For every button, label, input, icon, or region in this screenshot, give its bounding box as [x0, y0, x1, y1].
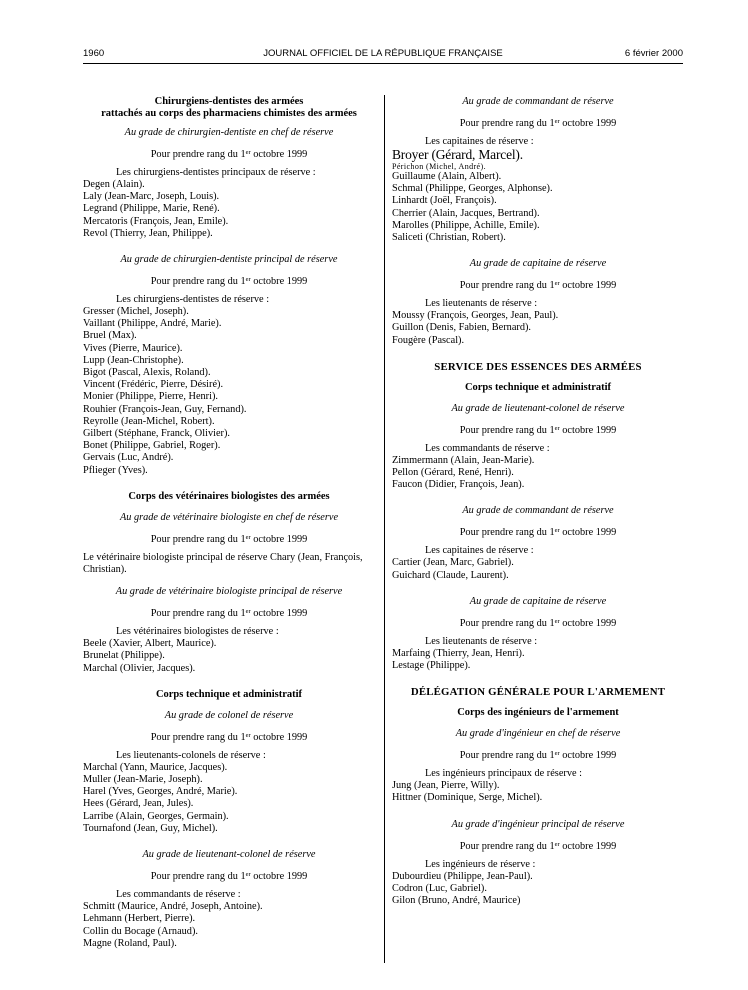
- ordinal-suffix: er: [245, 533, 251, 541]
- spacer: [392, 108, 684, 118]
- spacer: [83, 120, 375, 127]
- list-label: Les lieutenants-colonels de réserve :: [116, 749, 266, 761]
- name-entry: Guillon (Denis, Fabien, Bernard).: [392, 322, 531, 334]
- spacer: [392, 698, 684, 707]
- spacer: [83, 240, 375, 254]
- ordinal-suffix: er: [554, 118, 560, 125]
- rank-text: Pour prendre rang du 1: [459, 280, 555, 292]
- name-entry: Collin du Bocage (Arnaud).: [83, 925, 198, 937]
- name-entry: Laly (Jean-Marc, Joseph, Louis).: [83, 191, 220, 203]
- grade-heading: Au grade de chirurgien-dentiste en chef de réserve: [124, 127, 334, 138]
- rank-date: octobre 1999: [559, 280, 617, 292]
- name-entry: Vaillant (Philippe, André, Marie).: [83, 318, 222, 330]
- spacer: [392, 491, 684, 505]
- ordinal-suffix: er: [245, 149, 251, 156]
- ordinal-suffix: er: [245, 276, 251, 284]
- spacer: [392, 831, 684, 841]
- name-entry: Broyer (Gérard, Marcel).: [392, 147, 523, 162]
- rank-date-line: [392, 118, 684, 130]
- header-rule: [83, 63, 683, 64]
- name-entry: Hittner (Dominique, Serge, Michel).: [392, 792, 543, 804]
- grade-heading: Au grade d'ingénieur principal de réserve: [451, 818, 625, 830]
- spacer: [392, 719, 684, 728]
- spacer: [83, 576, 375, 586]
- name-entry: Schmal (Philippe, Georges, Alphonse).: [392, 183, 553, 195]
- rank-date: octobre 1999: [250, 871, 308, 883]
- section-title: Chirurgiens-dentistes des armées: [154, 96, 304, 107]
- grade-heading: Au grade de chirurgien-dentiste principal de réserve: [120, 254, 338, 266]
- rank-text: Pour prendre rang du 1: [459, 840, 555, 852]
- rank-date-line: [392, 280, 684, 292]
- service-heading: SERVICE DES ESSENCES DES ARMÉES: [434, 360, 642, 373]
- spacer: [392, 373, 684, 382]
- section-subtitle: Corps des ingénieurs de l'armement: [457, 707, 619, 719]
- rank-date-line: [83, 276, 375, 288]
- name-entry: Saliceti (Christian, Robert).: [392, 232, 506, 244]
- name-entry: Marolles (Philippe, Achille, Emile).: [392, 219, 540, 231]
- section-subtitle: Corps technique et administratif: [155, 688, 303, 700]
- name-entry: Schmitt (Maurice, André, Joseph, Antoine).: [83, 901, 263, 913]
- list-label: Les lieutenants de réserve :: [425, 635, 538, 647]
- spacer: [83, 701, 375, 710]
- page-number: 1960: [83, 48, 105, 59]
- spacer: [392, 244, 684, 258]
- name-entry: Lupp (Jean-Christophe).: [83, 354, 184, 366]
- grade-heading: Au grade de vétérinaire biologiste principal de réserve: [115, 586, 343, 598]
- left-column: [83, 96, 375, 950]
- name-entry: Pellon (Gérard, René, Henri).: [392, 467, 514, 479]
- ordinal-suffix: er: [554, 424, 560, 432]
- grade-heading: Au grade de vétérinaire biologiste en chef de réserve: [119, 511, 339, 523]
- name-entry: Codron (Luc, Gabriel).: [392, 882, 487, 894]
- name-entry: Gilon (Bruno, André, Maurice): [392, 895, 521, 907]
- name-entry: Tournafond (Jean, Guy, Michel).: [83, 822, 218, 834]
- rank-date: octobre 1999: [250, 608, 308, 620]
- rank-text: Pour prendre rang du 1: [459, 527, 555, 539]
- name-entry: Harel (Yves, Georges, André, Marie).: [83, 786, 238, 798]
- list-label: Les chirurgiens-dentistes de réserve :: [116, 294, 270, 306]
- list-label: Les lieutenants de réserve :: [425, 298, 538, 310]
- name-entry: Faucon (Didier, François, Jean).: [392, 479, 525, 491]
- grade-heading: Au grade de colonel de réserve: [164, 709, 294, 721]
- ordinal-suffix: er: [554, 617, 560, 625]
- rank-date: octobre 1999: [559, 617, 617, 629]
- name-entry: Lehmann (Herbert, Pierre).: [83, 913, 196, 925]
- section-subtitle: Corps technique et administratif: [464, 381, 612, 393]
- name-entry: Reyrolle (Jean-Michel, Robert).: [83, 415, 215, 427]
- rank-date: octobre 1999: [559, 118, 617, 129]
- ordinal-suffix: er: [554, 750, 560, 758]
- name-entry: Vives (Pierre, Maurice).: [83, 342, 183, 354]
- rank-text: Pour prendre rang du 1: [150, 276, 246, 288]
- journal-title: JOURNAL OFFICIEL DE LA RÉPUBLIQUE FRANÇAISE: [263, 48, 503, 59]
- name-entry: Mercatoris (François, Jean, Emile).: [83, 215, 229, 227]
- name-entry: Legrand (Philippe, Marie, René).: [83, 203, 220, 215]
- name-entry: Gilbert (Stéphane, Franck, Olivier).: [83, 428, 230, 440]
- rank-date-line: [83, 608, 375, 620]
- rank-date: octobre 1999: [250, 276, 308, 288]
- name-entry: Muller (Jean-Marie, Joseph).: [83, 774, 203, 786]
- name-entry: Rouhier (François-Jean, Guy, Fernand).: [83, 403, 247, 415]
- name-entry: Revol (Thierry, Jean, Philippe).: [83, 227, 213, 239]
- rank-text: Pour prendre rang du 1: [459, 617, 555, 629]
- name-entry: Pflieger (Yves).: [83, 464, 148, 476]
- name-entry: Jung (Jean, Pierre, Willy).: [392, 780, 500, 792]
- spacer: [83, 835, 375, 849]
- name-entry: Hees (Gérard, Jean, Jules).: [83, 798, 194, 810]
- grade-heading: Au grade d'ingénieur en chef de réserve: [455, 728, 621, 740]
- spacer: [392, 672, 684, 686]
- list-label: Les capitaines de réserve :: [425, 136, 534, 147]
- list-label: Les ingénieurs de réserve :: [425, 858, 536, 870]
- name-entry: Moussy (François, Georges, Jean, Paul).: [392, 310, 559, 322]
- name-entry: Lestage (Philippe).: [392, 660, 471, 672]
- grade-heading: Au grade de commandant de réserve: [462, 96, 614, 107]
- spacer: [392, 517, 684, 527]
- name-entry: Larribe (Alain, Georges, Germain).: [83, 810, 229, 822]
- section-title: rattachés au corps des pharmaciens chimistes des armées: [101, 108, 357, 119]
- list-label: Les vétérinaires biologistes de réserve :: [116, 626, 279, 638]
- rank-date: octobre 1999: [250, 533, 308, 545]
- name-entry: Zimmermann (Alain, Jean-Marie).: [392, 454, 535, 466]
- name-entry: Linhardt (Joël, François).: [392, 195, 497, 207]
- ordinal-suffix: er: [245, 608, 251, 616]
- spacer: [83, 722, 375, 732]
- rank-date-line: [83, 732, 375, 744]
- grade-heading: Au grade de commandant de réserve: [462, 505, 614, 517]
- rank-date-line: [83, 149, 375, 161]
- name-entry: Gresser (Michel, Joseph).: [83, 306, 189, 318]
- rank-text: Pour prendre rang du 1: [150, 731, 246, 743]
- rank-date-line: [392, 527, 684, 539]
- ordinal-suffix: er: [554, 840, 560, 848]
- list-label: Les commandants de réserve :: [425, 442, 550, 454]
- name-entry: Marchal (Olivier, Jacques).: [83, 662, 196, 674]
- rank-date-line: [83, 871, 375, 883]
- spacer: [83, 477, 375, 491]
- name-entry: Marchal (Yann, Maurice, Jacques).: [83, 761, 228, 773]
- issue-date: 6 février 2000: [624, 48, 683, 59]
- section-subtitle: Corps des vétérinaires biologistes des armées: [128, 490, 330, 502]
- rank-text: Pour prendre rang du 1: [150, 149, 246, 160]
- name-entry: Monier (Philippe, Pierre, Henri).: [83, 391, 218, 403]
- spacer: [392, 270, 684, 280]
- name-entry: Beele (Xavier, Albert, Maurice).: [83, 638, 217, 650]
- spacer: [83, 524, 375, 534]
- rank-date: octobre 1999: [559, 750, 617, 762]
- spacer: [83, 266, 375, 276]
- rank-text: Pour prendre rang du 1: [150, 533, 246, 545]
- rank-date: octobre 1999: [559, 527, 617, 539]
- spacer: [392, 394, 684, 403]
- spacer: [392, 582, 684, 596]
- list-label: Les commandants de réserve :: [116, 889, 241, 901]
- rank-date-line: [392, 841, 684, 853]
- rank-text: Pour prendre rang du 1: [459, 424, 555, 436]
- name-entry: Bonet (Philippe, Gabriel, Roger).: [83, 440, 221, 452]
- spacer: [83, 675, 375, 689]
- spacer: [83, 598, 375, 608]
- rank-text: Pour prendre rang du 1: [150, 871, 246, 883]
- rank-date-line: [392, 750, 684, 762]
- rank-text: Pour prendre rang du 1: [459, 118, 555, 129]
- name-entry: Dubourdieu (Philippe, Jean-Paul).: [392, 870, 533, 882]
- name-entry: Bruel (Max).: [83, 330, 137, 342]
- rank-date: octobre 1999: [559, 424, 617, 436]
- list-label: Les ingénieurs principaux de réserve :: [425, 768, 582, 780]
- ordinal-suffix: er: [245, 871, 251, 879]
- name-entry: Magne (Roland, Paul).: [83, 937, 177, 949]
- rank-date-line: [392, 425, 684, 437]
- name-entry: Brunelat (Philippe).: [83, 650, 165, 662]
- name-entry: Cherrier (Alain, Jacques, Bertrand).: [392, 207, 540, 219]
- grade-heading: Au grade de capitaine de réserve: [469, 258, 607, 270]
- rank-date-line: [83, 534, 375, 546]
- page-header: [83, 48, 683, 62]
- ordinal-suffix: er: [554, 280, 560, 288]
- ordinal-suffix: er: [554, 527, 560, 535]
- spacer: [83, 861, 375, 871]
- right-column: [392, 96, 684, 907]
- rank-date-line: [392, 618, 684, 630]
- spacer: [392, 608, 684, 618]
- name-entry: Vincent (Frédéric, Pierre, Désiré).: [83, 379, 224, 391]
- grade-heading: Au grade de lieutenant-colonel de réserve: [451, 402, 625, 414]
- name-entry: Gervais (Luc, André).: [83, 452, 174, 464]
- rank-text: Pour prendre rang du 1: [459, 750, 555, 762]
- list-label: Les chirurgiens-dentistes principaux de réserve :: [116, 167, 316, 178]
- spacer: [83, 503, 375, 512]
- name-entry: Marfaing (Thierry, Jean, Henri).: [392, 647, 525, 659]
- name-entry: Cartier (Jean, Marc, Gabriel).: [392, 557, 514, 569]
- grade-heading: Au grade de capitaine de réserve: [469, 595, 607, 607]
- name-entry: Guichard (Claude, Laurent).: [392, 569, 509, 581]
- spacer: [392, 805, 684, 819]
- rank-date: octobre 1999: [250, 149, 308, 160]
- column-divider: [384, 95, 385, 963]
- name-entry: Degen (Alain).: [83, 179, 145, 190]
- spacer: [83, 139, 375, 149]
- service-heading: DÉLÉGATION GÉNÉRALE POUR L'ARMEMENT: [410, 686, 666, 699]
- rank-text: Pour prendre rang du 1: [150, 608, 246, 620]
- name-entry: Bigot (Pascal, Alexis, Roland).: [83, 367, 211, 379]
- list-label: Les capitaines de réserve :: [425, 545, 534, 557]
- ordinal-suffix: er: [245, 731, 251, 739]
- name-entry: Périchon (Michel, André).: [392, 162, 486, 171]
- rank-date: octobre 1999: [559, 840, 617, 852]
- rank-date: octobre 1999: [250, 731, 308, 743]
- name-entry: Guillaume (Alain, Albert).: [392, 171, 502, 182]
- spacer: [392, 415, 684, 425]
- paragraph: Le vétérinaire biologiste principal de réserve Chary (Jean, François, Christian).: [83, 551, 363, 576]
- spacer: [392, 740, 684, 750]
- name-entry: Fougère (Pascal).: [392, 334, 465, 346]
- spacer: [392, 347, 684, 361]
- grade-heading: Au grade de lieutenant-colonel de réserve: [142, 849, 316, 861]
